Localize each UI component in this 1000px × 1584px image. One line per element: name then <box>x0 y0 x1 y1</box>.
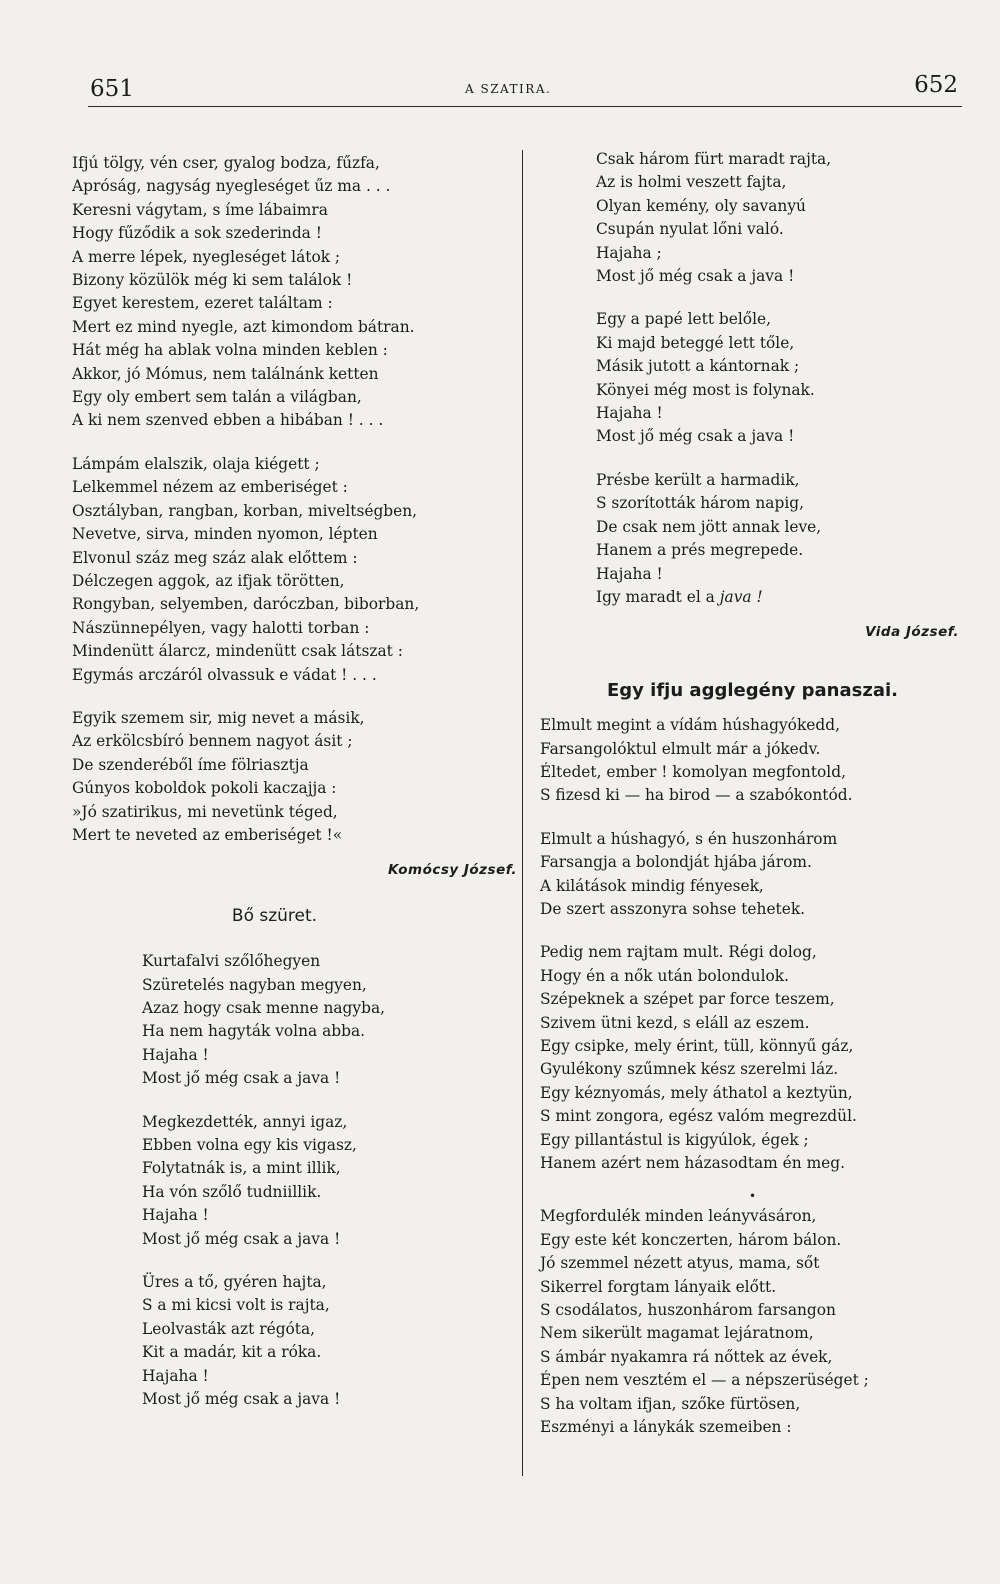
poem-line: Egy kéznyomás, mely áthatol a keztyün, <box>540 1083 853 1102</box>
poem-line: Akkor, jó Mómus, nem találnánk ketten <box>72 364 379 383</box>
left-page-number: 651 <box>90 76 134 102</box>
poem-line: Hanem azért nem házasodtam én meg. <box>540 1154 846 1173</box>
poem-line: De szert asszonyra sohse tehetek. <box>540 899 806 918</box>
poem-line: Egy oly embert sem talán a világban, <box>72 388 362 407</box>
poem-line: Farsangolóktul elmult már a jókedv. <box>540 739 821 758</box>
poem-line: Lámpám elalszik, olaja kiégett ; <box>72 454 320 473</box>
poem-line: Sikerrel forgtam lányaik előtt. <box>540 1277 777 1296</box>
right-page-number: 652 <box>914 72 958 98</box>
poem-bo-szuret-continued <box>540 148 965 449</box>
poem-line: De szenderéből íme fölriasztja <box>72 755 309 774</box>
poem-line: S csodálatos, huszonhárom farsangon <box>540 1301 836 1320</box>
poem-title-agglegeny: Egy ifju agglegény panaszai. <box>607 679 898 701</box>
poem-line: Egyet kerestem, ezeret találtam : <box>72 294 333 313</box>
poem-line: Azaz hogy csak menne nagyba, <box>142 999 386 1017</box>
stanza <box>142 950 517 1090</box>
stanza <box>596 148 965 288</box>
poem-line: Osztályban, rangban, korban, miveltségben, <box>72 501 418 520</box>
poem-line: Hajaha ! <box>596 564 663 583</box>
poem-line: Folytatnák is, a mint illik, <box>142 1159 341 1178</box>
section-dot: • <box>748 1189 757 1204</box>
stanza-lines <box>540 1205 965 1439</box>
poem-line: Egy pillantástul is kigyúlok, égek ; <box>540 1130 809 1149</box>
stanza <box>142 1111 517 1251</box>
running-title: A SZATIRA. <box>465 82 552 96</box>
poem-line: Megkezdették, annyi igaz, <box>142 1112 348 1131</box>
stanza <box>540 941 965 1175</box>
poem-line: Délczegen aggok, az ifjak törötten, <box>72 571 345 590</box>
poem-line: Mert ez mind nyegle, azt kimondom bátran. <box>72 317 415 336</box>
poem-line: Ha nem hagyták volna abba. <box>142 1022 366 1041</box>
poem-line: Hogy fűződik a sok szederinda ! <box>72 224 322 243</box>
poem-line: S ha voltam ifjan, szőke fürtösen, <box>540 1394 801 1413</box>
poem-line: Olyan kemény, oly savanyú <box>596 196 806 215</box>
poem-line: A kilátások mindig fényesek, <box>540 876 764 895</box>
poem-agglegeny-text <box>540 714 965 1175</box>
poem-line: Másik jutott a kántornak ; <box>596 357 800 376</box>
poem-line: Hajaha ! <box>596 404 663 423</box>
poem-line <box>596 586 965 609</box>
poem-line: Hajaha ! <box>142 1045 209 1064</box>
poem-line: Hát még ha ablak volna minden keblen : <box>72 341 388 360</box>
line-italic-text: java ! <box>719 587 763 606</box>
header-rule <box>88 106 962 107</box>
poem-line: S a mi kicsi volt is rajta, <box>142 1296 330 1315</box>
poem-line: Most jő még csak a java ! <box>142 1229 341 1248</box>
poem-line: Nevetve, sirva, minden nyomon, lépten <box>72 525 378 544</box>
stanza <box>72 152 517 433</box>
signature-vida: Vida József. <box>865 624 959 641</box>
poem-line: Lelkemmel nézem az emberiséget : <box>72 478 348 497</box>
stanza <box>72 707 517 847</box>
poem-line: Most jő még csak a java ! <box>596 267 795 286</box>
poem-line: A ki nem szenved ebben a hibában ! . . . <box>72 411 384 430</box>
poem-line: Szüretelés nagyban megyen, <box>142 975 367 994</box>
poem-line: Ifjú tölgy, vén cser, gyalog bodza, fűzfa, <box>72 154 380 172</box>
poem-line: Nem sikerült magamat lejáratnom, <box>540 1324 814 1343</box>
poem-line: Kit a madár, kit a róka. <box>142 1343 322 1362</box>
poem-line: Az is holmi veszett fajta, <box>596 173 787 192</box>
right-column <box>540 148 965 1460</box>
poem-line: Üres a tő, gyéren hajta, <box>142 1273 327 1292</box>
poem-line: Nászünnepélyen, vagy halotti torban : <box>72 618 370 637</box>
left-column <box>72 152 517 1432</box>
poem-line: S szorították három napig, <box>596 494 805 513</box>
poem-line: Jó szemmel nézett atyus, mama, sőt <box>540 1254 820 1273</box>
poem-line: Most jő még csak a java ! <box>142 1069 341 1088</box>
poem-line: Eszményi a lánykák szemeiben : <box>540 1418 792 1437</box>
signature-komocsy: Komócsy József. <box>388 862 517 879</box>
stanza <box>540 469 965 609</box>
poem-line: Gyulékony szűmnek kész szerelmi láz. <box>540 1060 839 1079</box>
poem-line: Hajaha ! <box>142 1366 209 1385</box>
poem-line: Most jő még csak a java ! <box>142 1390 341 1409</box>
page-header <box>90 72 960 108</box>
poem-line: Farsangja a bolondját hjába járom. <box>540 853 812 872</box>
poem-line: Elvonul száz meg száz alak előttem : <box>72 548 358 567</box>
poem-title-bo-szuret: Bő szüret. <box>231 905 318 926</box>
poem-line: S mint zongora, egész valóm megrezdül. <box>540 1107 857 1126</box>
poem-line: Szivem ütni kezd, s eláll az eszem. <box>540 1013 810 1032</box>
stanza-lines <box>596 469 965 586</box>
poem-line: Gúnyos koboldok pokoli kaczajja : <box>72 779 337 798</box>
poem-line: A merre lépek, nyegleséget látok ; <box>72 247 341 266</box>
stanza <box>540 1205 965 1439</box>
poem-line: Ha vón szőlő tudniillik. <box>142 1182 322 1201</box>
poem-line: Hanem a prés megrepede. <box>596 541 804 560</box>
poem-line: Most jő még csak a java ! <box>596 427 795 446</box>
poem-line: Az erkölcsbíró bennem nagyot ásit ; <box>72 732 353 751</box>
poem-line: Egy este két konczerten, három bálon. <box>540 1230 842 1249</box>
poem-bo-szuret-text <box>72 950 517 1411</box>
stanza <box>596 308 965 448</box>
poem-line: Csupán nyulat lőni való. <box>596 220 784 239</box>
poem-line: Egyik szemem sir, mig nevet a másik, <box>72 708 365 727</box>
poem-line: Pedig nem rajtam mult. Régi dolog, <box>540 943 817 962</box>
column-divider <box>522 150 523 1476</box>
poem-line: Keresni vágytam, s íme lábaimra <box>72 200 328 219</box>
line-text: Igy maradt el a <box>596 587 720 606</box>
poem-line: Egymás arczáról olvassuk e vádat ! . . . <box>72 665 377 684</box>
poem-line: Présbe került a harmadik, <box>596 470 800 489</box>
poem-line: Könyei még most is folynak. <box>596 380 815 399</box>
poem-line: Mindenütt álarcz, mindenütt csak látszat : <box>72 642 403 661</box>
stanza <box>540 828 965 922</box>
stanza <box>142 1271 517 1411</box>
poem-line: Épen nem vesztém el — a népszerüséget ; <box>540 1371 869 1390</box>
poem-line: »Jó szatirikus, mi nevetünk téged, <box>72 802 338 821</box>
poem-line: Bizony közülök még ki sem találok ! <box>72 271 353 290</box>
poem-line: Hajaha ! <box>142 1206 209 1225</box>
poem-line: Elmult megint a vídám húshagyókedd, <box>540 716 840 735</box>
poem-line: S ámbár nyakamra rá nőttek az évek, <box>540 1347 833 1366</box>
poem-line: Rongyban, selyemben, daróczban, biborban, <box>72 595 420 614</box>
poem-line: Ki majd beteggé lett tőle, <box>596 333 795 352</box>
poem-line: De csak nem jött annak leve, <box>596 517 822 536</box>
poem-line: Hajaha ; <box>596 243 662 262</box>
poem-line: Apróság, nagyság nyegleséget űz ma . . . <box>72 177 391 196</box>
stanza <box>540 714 965 808</box>
poem-line: Hogy én a nők után bolondulok. <box>540 966 789 985</box>
poem-line: Éltedet, ember ! komolyan megfontold, <box>540 762 846 781</box>
poem-line: Leolvasták azt régóta, <box>142 1319 316 1338</box>
poem-line: S fizesd ki — ha birod — a szabókontód. <box>540 786 853 805</box>
poem-satira-text <box>72 152 517 847</box>
poem-line: Egy csipke, mely érint, tüll, könnyű gáz, <box>540 1037 854 1055</box>
poem-line: Kurtafalvi szőlőhegyen <box>142 952 321 971</box>
poem-line: Mert te neveted az emberiséget !« <box>72 825 343 844</box>
poem-line: Ebben volna egy kis vigasz, <box>142 1136 357 1155</box>
poem-line: Egy a papé lett belőle, <box>596 310 771 329</box>
poem-line: Megfordulék minden leányvásáron, <box>540 1207 817 1226</box>
poem-line: Szépeknek a szépet par force teszem, <box>540 990 835 1009</box>
poem-line: Elmult a húshagyó, s én huszonhárom <box>540 829 838 848</box>
stanza <box>72 453 517 687</box>
poem-line: Csak három fürt maradt rajta, <box>596 150 832 168</box>
